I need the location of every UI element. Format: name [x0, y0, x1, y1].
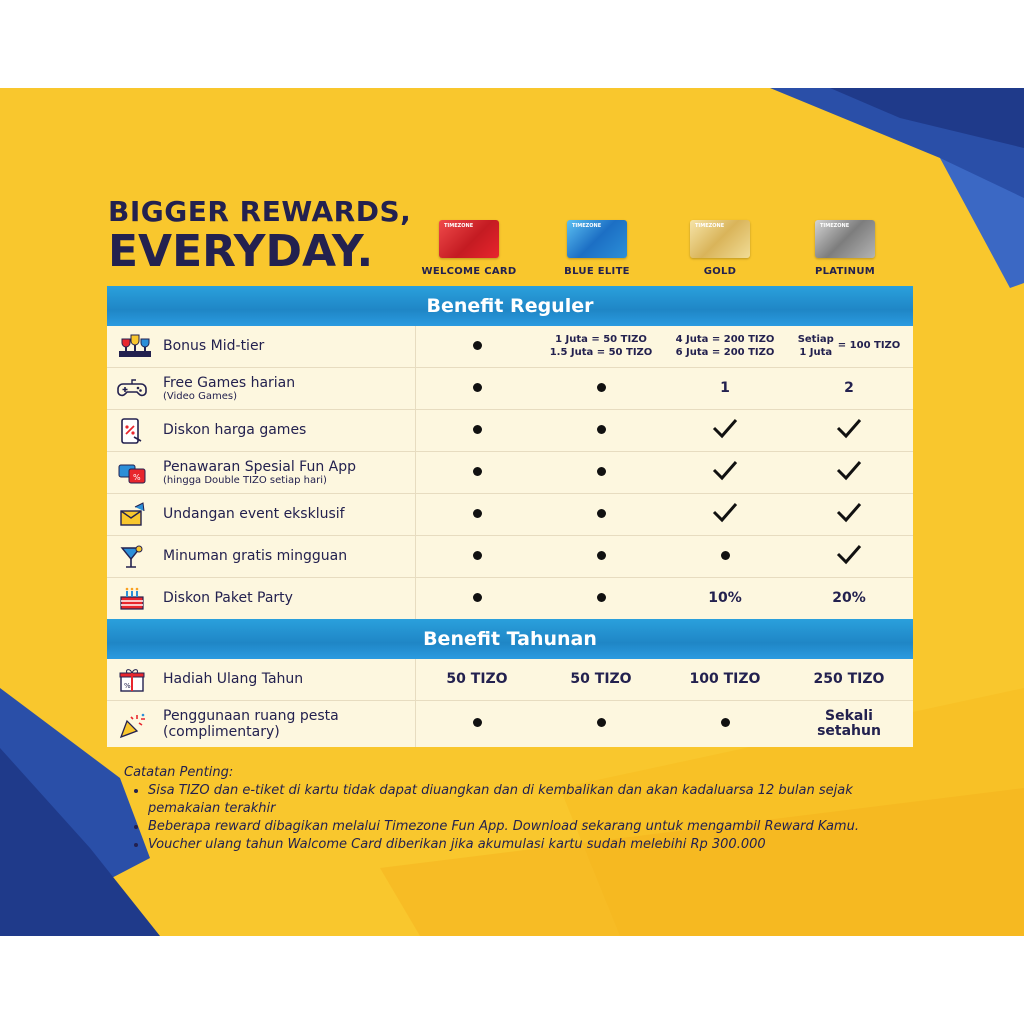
notes-heading: Catatan Penting:	[124, 765, 234, 780]
section-header-regular: Benefit Reguler	[107, 286, 913, 326]
invitation-icon	[107, 494, 163, 535]
checkmark-icon	[836, 501, 862, 523]
card-name: PLATINUM	[814, 266, 876, 277]
value-amount: = 100 TIZO	[837, 340, 901, 352]
benefit-name: Penawaran Spesial Fun App	[163, 458, 357, 475]
benefit-value-platinum	[787, 334, 911, 359]
benefit-value-gold	[663, 459, 787, 485]
benefit-value-blue-elite	[539, 591, 663, 606]
card-gold	[665, 220, 775, 277]
benefit-value-welcome	[415, 549, 539, 564]
benefit-row	[107, 578, 913, 619]
benefit-name: Bonus Mid-tier	[163, 338, 265, 355]
benefit-value-gold	[663, 334, 787, 359]
benefit-value-gold	[663, 417, 787, 443]
platinum-card-image	[815, 220, 875, 258]
bullet-dot	[473, 718, 482, 727]
benefit-value-welcome	[415, 716, 539, 731]
benefit-row	[107, 494, 913, 536]
card-name: GOLD	[703, 266, 737, 277]
notes-list	[124, 782, 888, 854]
benefit-value-blue-elite	[539, 507, 663, 522]
checkmark-icon	[836, 543, 862, 565]
card-brand: TIMEZONE	[695, 223, 725, 229]
benefit-note: (hingga Double TIZO setiap hari)	[163, 474, 327, 486]
value-line: setahun	[817, 723, 881, 739]
poster	[0, 88, 1024, 936]
svg-text:%: %	[124, 682, 131, 690]
gift-icon	[107, 659, 163, 700]
value-line: 4 Juta = 200 TIZO	[675, 334, 775, 345]
benefit-value-platinum	[787, 501, 911, 527]
note-item: • Beberapa reward dibagikan melalui Timezone Fun App. Download sekarang untuk mengambil Reward Kamu.	[148, 818, 888, 836]
bullet-dot	[473, 467, 482, 476]
checkmark-icon	[712, 501, 738, 523]
benefit-value-blue-elite	[539, 423, 663, 438]
bullet-dot	[473, 341, 482, 350]
benefit-name: Diskon harga games	[163, 422, 307, 439]
card-blue-elite	[542, 220, 652, 277]
page-title	[108, 195, 412, 277]
benefit-value-gold	[663, 501, 787, 527]
benefit-row	[107, 536, 913, 578]
bullet-dot	[473, 551, 482, 560]
benefit-note: (Video Games)	[163, 390, 237, 402]
benefit-label	[163, 506, 415, 522]
card-brand: TIMEZONE	[820, 223, 850, 229]
benefit-value-welcome	[415, 381, 539, 396]
value-prefix: Setiap 1 Juta	[797, 334, 834, 358]
welcome-card-image	[439, 220, 499, 258]
benefit-label	[163, 671, 415, 687]
title-line-2: EVERYDAY.	[108, 226, 374, 277]
benefit-value-welcome	[415, 423, 539, 438]
benefit-table	[107, 286, 913, 747]
svg-text:%: %	[133, 473, 141, 482]
gamepad-icon	[107, 368, 163, 409]
bullet-dot	[473, 425, 482, 434]
bullet-dot	[473, 509, 482, 518]
bullet-dot	[473, 383, 482, 392]
app-offer-icon	[107, 452, 163, 493]
bullet-dot	[597, 383, 606, 392]
benefit-value-blue-elite	[539, 334, 663, 359]
benefit-value-platinum	[787, 543, 911, 569]
bullet-dot	[721, 551, 730, 560]
checkmark-icon	[836, 459, 862, 481]
benefit-name: Minuman gratis mingguan	[163, 548, 348, 565]
bullet-dot	[597, 509, 606, 518]
trophy-icon	[107, 326, 163, 367]
card-name: WELCOME CARD	[421, 266, 517, 277]
value-line: 1.5 Juta = 50 TIZO	[549, 346, 653, 358]
cake-icon	[107, 578, 163, 619]
bullet-dot	[597, 593, 606, 602]
benefit-label	[163, 590, 415, 606]
benefit-label	[163, 375, 415, 403]
note-item: • Sisa TIZO dan e-tiket di kartu tidak dapat diuangkan dan di kembalikan dan akan kadaluarsa 12 bulan sejak pemakaian terakhir	[148, 782, 888, 818]
blue-elite-card-image	[567, 220, 627, 258]
benefit-value-platinum: 2	[844, 379, 854, 396]
card-platinum	[790, 220, 900, 277]
benefit-value-platinum	[787, 459, 911, 485]
benefit-row	[107, 326, 913, 368]
benefit-name: Hadiah Ulang Tahun	[163, 671, 304, 688]
benefit-value-platinum: 20%	[832, 589, 866, 606]
benefit-name: Diskon Paket Party	[163, 590, 293, 607]
benefit-value-blue-elite	[539, 381, 663, 396]
benefit-label	[163, 338, 415, 354]
benefit-row	[107, 701, 913, 747]
title-line-1: BIGGER REWARDS,	[108, 195, 412, 228]
party-popper-icon	[107, 704, 163, 745]
benefit-value-platinum	[787, 709, 911, 740]
discount-tag-icon	[107, 410, 163, 451]
value-line: Sekali	[825, 707, 873, 724]
benefit-value-platinum	[787, 417, 911, 443]
regular-benefit-rows	[107, 326, 913, 619]
benefit-label	[163, 459, 415, 487]
benefit-value-blue-elite	[539, 549, 663, 564]
bullet-dot	[473, 593, 482, 602]
value-line: 1 Juta = 50 TIZO	[555, 334, 647, 345]
benefit-value-welcome	[415, 339, 539, 354]
card-brand: TIMEZONE	[444, 223, 474, 229]
benefit-name: Penggunaan ruang pesta	[163, 707, 339, 724]
section-header-annual: Benefit Tahunan	[107, 619, 913, 659]
benefit-value-gold	[663, 549, 787, 564]
annual-benefit-rows	[107, 659, 913, 747]
bullet-dot	[597, 551, 606, 560]
benefit-label	[163, 422, 415, 438]
checkmark-icon	[836, 417, 862, 439]
benefit-name: Free Games harian	[163, 374, 296, 391]
bullet-dot	[721, 718, 730, 727]
gold-card-image	[690, 220, 750, 258]
checkmark-icon	[712, 417, 738, 439]
benefit-value-welcome: 50 TIZO	[446, 670, 508, 687]
benefit-label	[163, 708, 415, 740]
benefit-value-gold	[663, 716, 787, 731]
checkmark-icon	[712, 459, 738, 481]
benefit-name: Undangan event eksklusif	[163, 506, 345, 523]
card-welcome	[414, 220, 524, 277]
benefit-name-line-2: (complimentary)	[163, 724, 280, 740]
card-name: BLUE ELITE	[564, 266, 630, 277]
bullet-dot	[597, 718, 606, 727]
benefit-value-gold: 1	[720, 379, 730, 396]
cocktail-icon	[107, 536, 163, 577]
benefit-label	[163, 548, 415, 564]
bullet-dot	[597, 467, 606, 476]
important-notes	[124, 764, 888, 854]
benefit-value-blue-elite: 50 TIZO	[570, 670, 632, 687]
benefit-value-gold: 100 TIZO	[689, 670, 761, 687]
benefit-value-blue-elite	[539, 465, 663, 480]
value-line: 6 Juta = 200 TIZO	[675, 346, 775, 358]
benefit-value-blue-elite	[539, 716, 663, 731]
card-brand: TIMEZONE	[572, 223, 602, 229]
benefit-value-welcome	[415, 507, 539, 522]
benefit-row	[107, 368, 913, 410]
bullet-dot	[597, 425, 606, 434]
benefit-value-gold: 10%	[708, 589, 742, 606]
benefit-value-welcome	[415, 465, 539, 480]
benefit-row	[107, 410, 913, 452]
column-divider	[415, 326, 416, 619]
benefit-row	[107, 659, 913, 701]
benefit-value-platinum: 250 TIZO	[813, 670, 885, 687]
note-item: • Voucher ulang tahun Walcome Card diberikan jika akumulasi kartu sudah melebihi Rp 300.000	[148, 836, 888, 854]
column-divider	[415, 659, 416, 747]
benefit-value-welcome	[415, 591, 539, 606]
benefit-row	[107, 452, 913, 494]
